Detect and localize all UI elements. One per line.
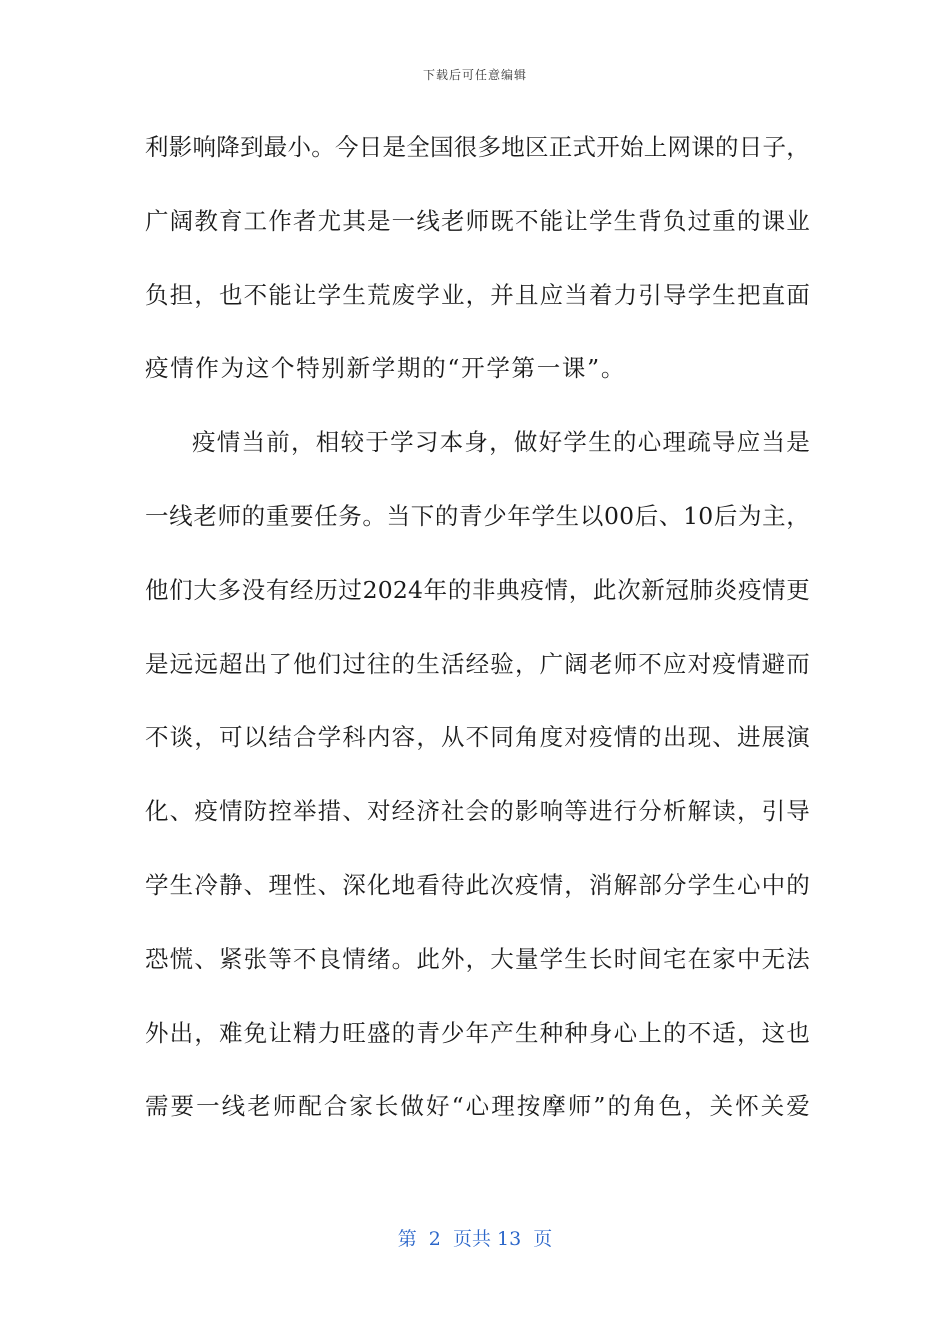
text-line: 恐慌、紧张等不良情绪。此外，大量学生长时间宅在家中无法	[145, 944, 810, 973]
text-line: 一线老师的重要任务。当下的青少年学生以00后、10后为主，	[145, 501, 810, 530]
page-number-footer: 第 2 页共 13 页	[397, 1228, 553, 1250]
text-line: 学生冷静、理性、深化地看待此次疫情，消解部分学生心中的	[145, 870, 810, 899]
text-line: 需要一线老师配合家长做好“心理按摩师”的角色，关怀关爱	[145, 1092, 810, 1121]
paragraph-2	[145, 417, 810, 1155]
text-line: 利影响降到最小。今日是全国很多地区正式开始上网课的日子，	[145, 133, 810, 161]
text-line: 广阔教育工作者尤其是一线老师既不能让学生背负过重的课业	[145, 206, 810, 235]
text-line: 疫情当前，相较于学习本身，做好学生的心理疏导应当是	[192, 428, 810, 457]
page-header: 下载后可任意编辑	[422, 68, 527, 82]
paragraph-1	[145, 122, 810, 417]
text-line: 外出，难免让精力旺盛的青少年产生种种身心上的不适，这也	[145, 1018, 810, 1047]
body-text	[145, 122, 810, 1155]
text-line: 化、疫情防控举措、对经济社会的影响等进行分析解读，引导	[145, 797, 810, 826]
text-line: 是远远超出了他们过往的生活经验，广阔老师不应对疫情避而	[145, 649, 810, 678]
text-line: 负担，也不能让学生荒废学业，并且应当着力引导学生把直面	[145, 280, 810, 309]
text-line: 不谈，可以结合学科内容，从不同角度对疫情的出现、进展演	[145, 723, 810, 752]
text-line: 他们大多没有经历过2024年的非典疫情，此次新冠肺炎疫情更	[145, 575, 810, 604]
text-line: 疫情作为这个特别新学期的“开学第一课”。	[145, 354, 627, 383]
